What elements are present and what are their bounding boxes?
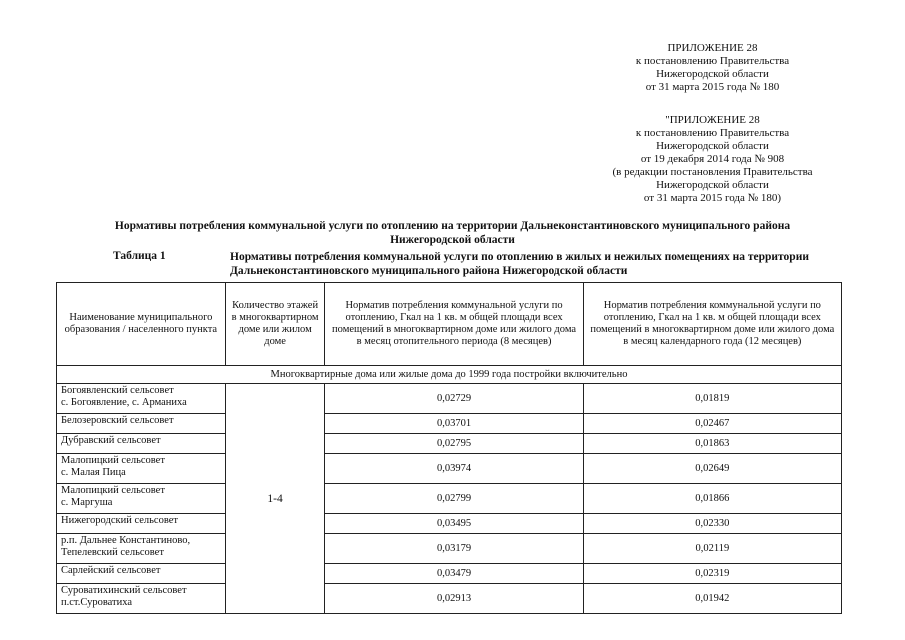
row-name: [57, 414, 226, 434]
table-row: [57, 584, 842, 614]
heating-period-value: 0,03974: [325, 454, 583, 484]
table-row: [57, 514, 842, 534]
table-row: [57, 384, 842, 414]
row-name: [57, 534, 226, 564]
norms-table: [56, 282, 842, 614]
table-row: [57, 454, 842, 484]
row-name-line2: Тепелевский сельсовет: [61, 547, 164, 558]
appendix-1-line: Нижегородской области: [656, 68, 769, 80]
calendar-year-value: 0,01819: [583, 384, 841, 414]
row-name-line2: с. Маргуша: [61, 497, 113, 508]
calendar-year-value: 0,02467: [583, 414, 841, 434]
header-calendar-year: Норматив потребления коммунальной услуги по отоплению, Гкал на 1 кв. м общей площади всех помещений в многоквартирном доме или жилого дома в месяц календарного года (12 месяцев): [583, 283, 841, 366]
row-name-line1: Богоявленский сельсовет: [61, 385, 174, 396]
row-name: [57, 384, 226, 414]
appendix-header-1: [590, 42, 835, 94]
appendix-2-line: Нижегородской области: [656, 140, 769, 152]
row-name-line2: п.ст.Суроватиха: [61, 597, 133, 608]
row-name-line1: Белозеровский сельсовет: [61, 415, 174, 426]
heating-period-value: 0,02729: [325, 384, 583, 414]
row-name: [57, 434, 226, 454]
floors-cell: 1-4: [225, 384, 325, 614]
row-name-line1: Суроватихинский сельсовет: [61, 585, 187, 596]
table-label: Таблица 1: [113, 250, 166, 262]
document-title: Нормативы потребления коммунальной услуги по отоплению на территории Дальнеконстантиновского муниципального района Нижегородской области: [114, 220, 791, 246]
row-name: [57, 484, 226, 514]
calendar-year-value: 0,01863: [583, 434, 841, 454]
row-name: [57, 514, 226, 534]
table-row: [57, 564, 842, 584]
appendix-1-line: к постановлению Правительства: [635, 55, 790, 67]
heating-period-value: 0,03701: [325, 414, 583, 434]
heating-period-value: 0,02795: [325, 434, 583, 454]
appendix-1-line: ПРИЛОЖЕНИЕ 28: [667, 42, 758, 54]
table-row: [57, 434, 842, 454]
calendar-year-value: 0,02330: [583, 514, 841, 534]
section-title: Многоквартирные дома или жилые дома до 1999 года постройки включительно: [57, 366, 842, 384]
row-name-line1: Малопицкий сельсовет: [61, 485, 165, 496]
calendar-year-value: 0,01942: [583, 584, 841, 614]
row-name: [57, 454, 226, 484]
table-row: [57, 414, 842, 434]
heating-period-value: 0,02799: [325, 484, 583, 514]
appendix-2-line: от 19 декабря 2014 года № 908: [640, 153, 785, 165]
row-name-line2: с. Малая Пица: [61, 467, 126, 478]
row-name-line1: Малопицкий сельсовет: [61, 455, 165, 466]
heating-period-value: 0,03479: [325, 564, 583, 584]
row-name: [57, 584, 226, 614]
appendix-2-line: Нижегородской области: [656, 179, 769, 191]
appendix-1-line: от 31 марта 2015 года № 180: [645, 81, 780, 93]
table-row: [57, 484, 842, 514]
row-name-line1: Сарлейский сельсовет: [61, 565, 161, 576]
row-name-line1: Дубравский сельсовет: [61, 435, 161, 446]
appendix-2-line: (в редакции постановления Правительства: [612, 166, 813, 178]
header-floors: Количество этажей в многоквартирном доме или жилом доме: [225, 283, 325, 366]
row-name-line2: с. Богоявление, с. Арманиха: [61, 397, 187, 408]
appendix-2-line: от 31 марта 2015 года № 180): [643, 192, 782, 204]
appendix-2-line: к постановлению Правительства: [635, 127, 790, 139]
table-header-row: [57, 283, 842, 366]
table-title: Нормативы потребления коммунальной услуги по отоплению в жилых и нежилых помещениях на территории Дальнеконстантиновского муниципального района Нижегородской области: [230, 251, 809, 277]
header-heating-period: Норматив потребления коммунальной услуги по отоплению, Гкал на 1 кв. м общей площади всех помещений в многоквартирном доме или жилого дома в месяц отопительного периода (8 месяцев): [325, 283, 583, 366]
header-name: Наименование муниципального образования / населенного пункта: [57, 283, 226, 366]
calendar-year-value: 0,02649: [583, 454, 841, 484]
heating-period-value: 0,02913: [325, 584, 583, 614]
appendix-header-2: [590, 114, 835, 205]
row-name-line1: Нижегородский сельсовет: [61, 515, 178, 526]
appendix-2-line: "ПРИЛОЖЕНИЕ 28: [665, 114, 760, 126]
heating-period-value: 0,03495: [325, 514, 583, 534]
calendar-year-value: 0,02119: [583, 534, 841, 564]
calendar-year-value: 0,01866: [583, 484, 841, 514]
row-name: [57, 564, 226, 584]
section-row: [57, 366, 842, 384]
row-name-line1: р.п. Дальнее Константиново,: [61, 535, 191, 546]
calendar-year-value: 0,02319: [583, 564, 841, 584]
table-row: [57, 534, 842, 564]
heating-period-value: 0,03179: [325, 534, 583, 564]
